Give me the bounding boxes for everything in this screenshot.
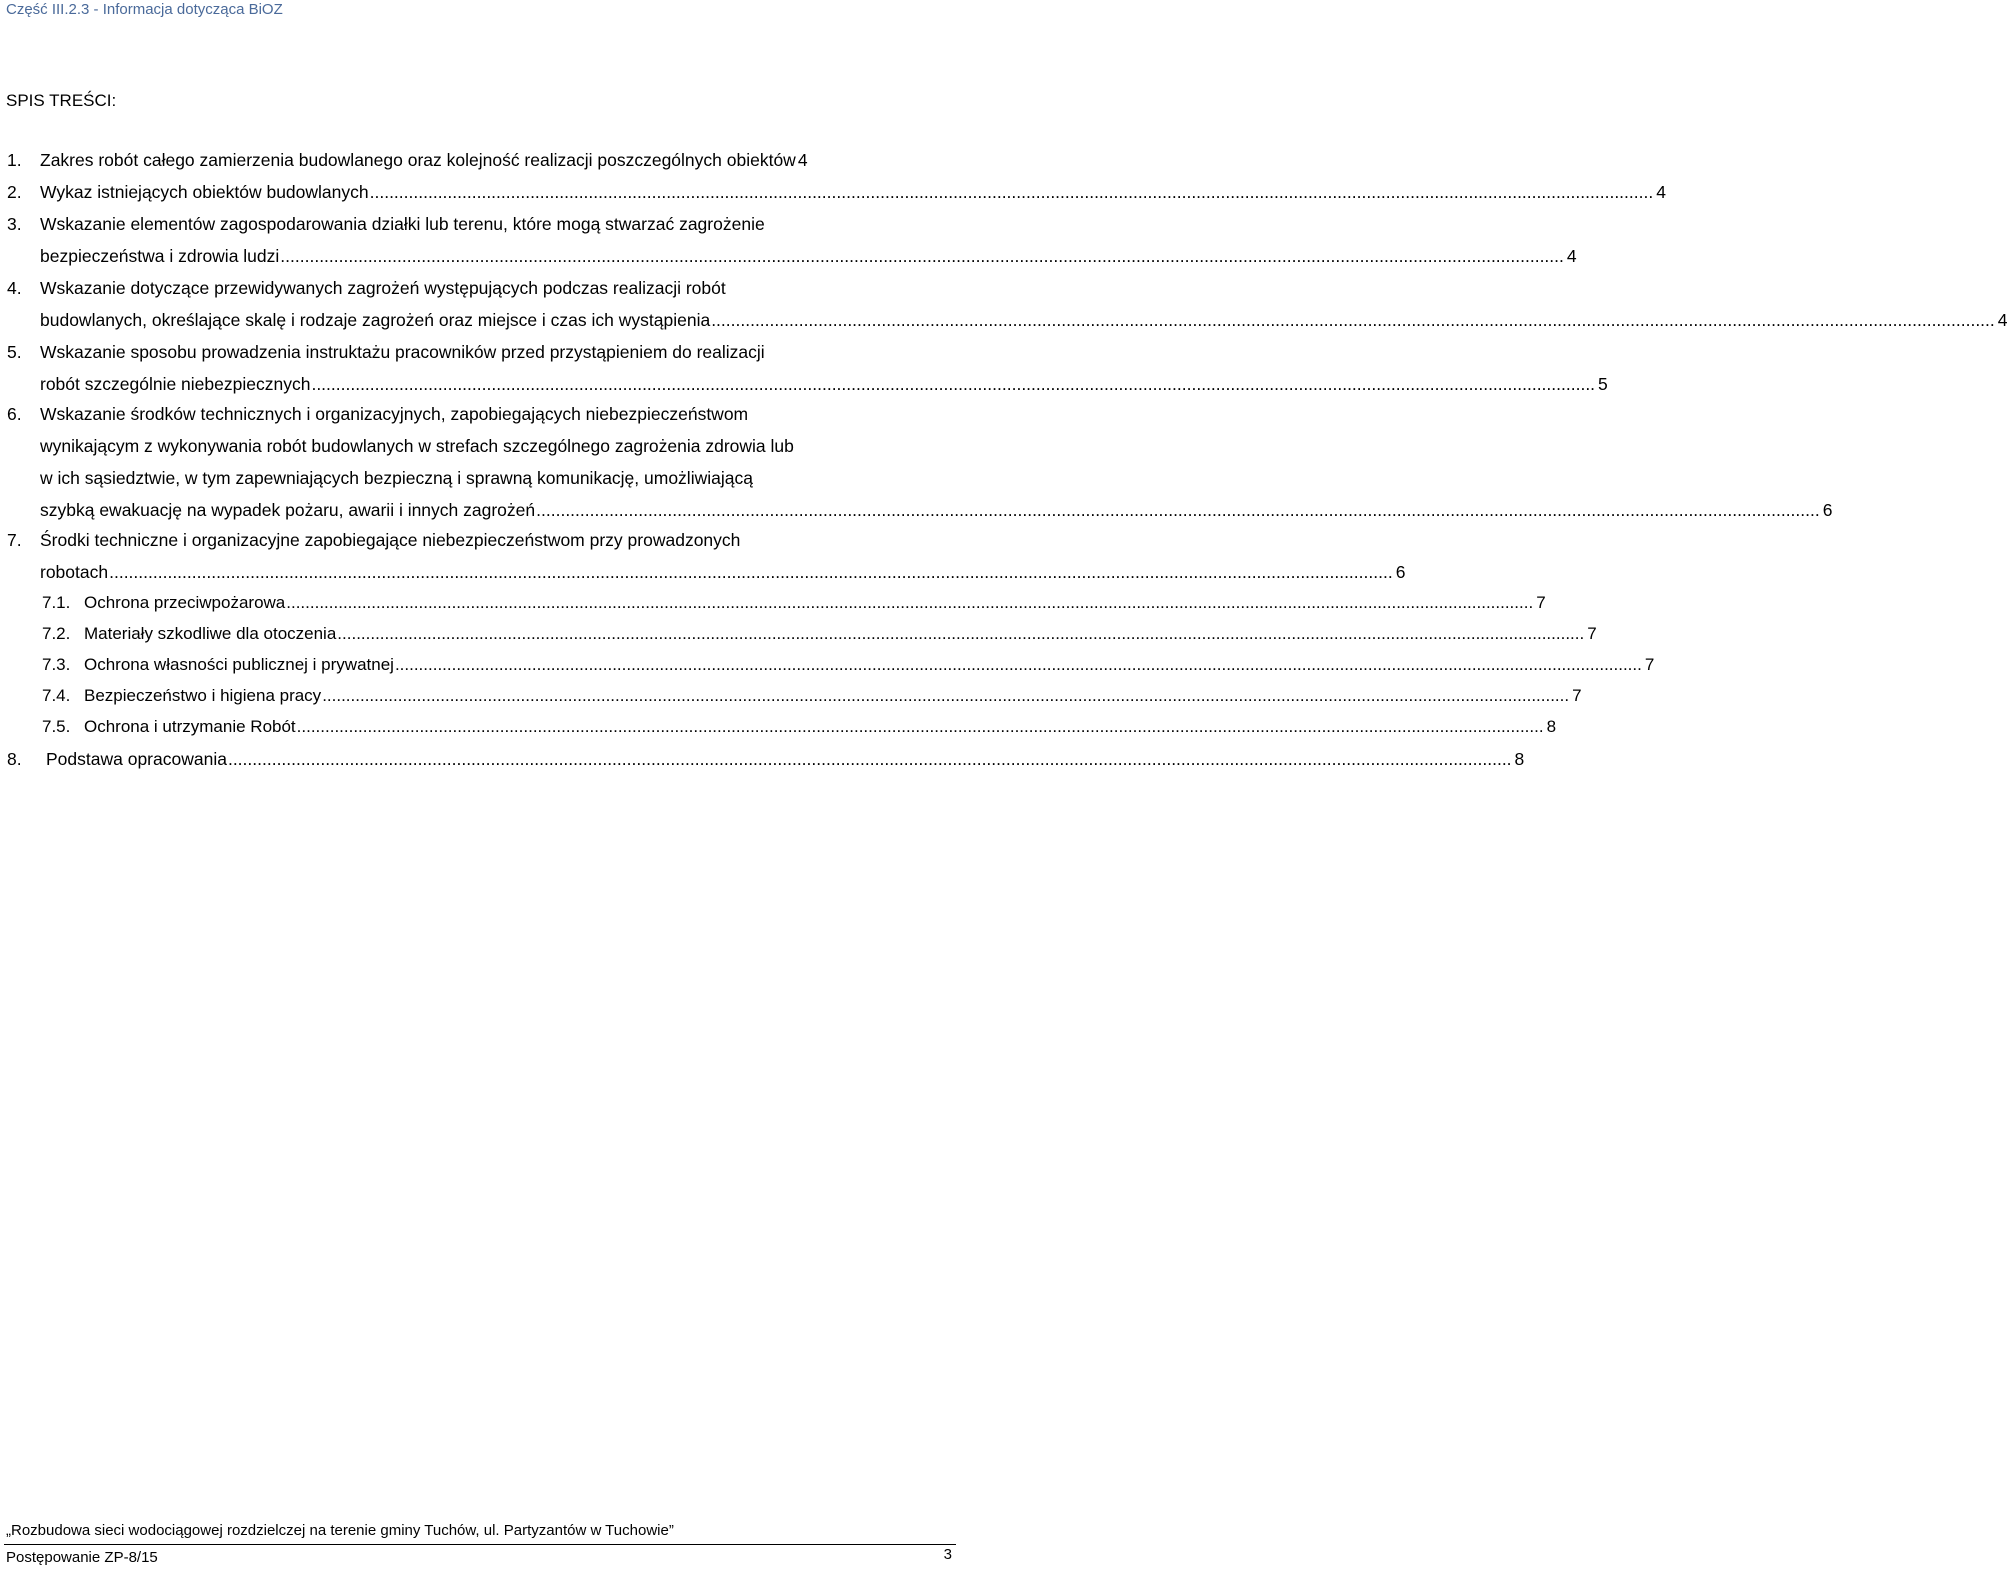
toc-entry-text: Wskazanie dotyczące przewidywanych zagrożeń występujących podczas realizacji robót bbox=[40, 278, 726, 298]
toc-entry-page: 6 bbox=[1822, 500, 1833, 520]
dot-leader bbox=[108, 556, 1394, 588]
toc-entry-text: Wskazanie elementów zagospodarowania działki lub terenu, które mogą stwarzać zagrożenie bbox=[40, 214, 765, 234]
toc-entry-page: 4 bbox=[1997, 310, 2008, 330]
toc-entry-number: 6. bbox=[7, 404, 22, 424]
toc-subentry-page: 8 bbox=[1546, 717, 1557, 736]
dot-leader bbox=[321, 680, 1570, 712]
toc-entry-text: Wskazanie środków technicznych i organizacyjnych, zapobiegających niebezpieczeństwom bbox=[40, 404, 749, 424]
toc-entry-1[interactable] bbox=[7, 144, 954, 176]
toc-entry-text: szybką ewakuację na wypadek pożaru, awarii i innych zagrożeń bbox=[40, 500, 536, 520]
toc-entry-8[interactable] bbox=[7, 743, 1525, 775]
footer-page-number: 3 bbox=[943, 1546, 952, 1563]
toc-entry-number: 5. bbox=[7, 342, 22, 362]
toc-entry-number: 3. bbox=[7, 214, 22, 234]
toc-subentry-page: 7 bbox=[1644, 655, 1655, 674]
toc-subentry-7-5[interactable] bbox=[42, 711, 1557, 743]
toc-entry-text: robót szczególnie niebezpiecznych bbox=[40, 374, 311, 394]
toc-entry-page: 4 bbox=[1566, 246, 1577, 266]
page-header-section: Część III.2.3 - Informacja dotycząca BiOZ bbox=[6, 1, 283, 18]
toc-entry-number: 7. bbox=[7, 530, 22, 550]
toc-entry-6[interactable] bbox=[7, 398, 1833, 526]
toc-entry-5[interactable] bbox=[7, 336, 1608, 400]
toc-title: SPIS TREŚCI: bbox=[6, 91, 117, 110]
toc-entry-page: 8 bbox=[1514, 749, 1525, 769]
toc-entry-text: robotach bbox=[40, 562, 109, 582]
dot-leader bbox=[394, 649, 1643, 681]
toc-subentry-page: 7 bbox=[1572, 686, 1582, 705]
dot-leader bbox=[285, 587, 1534, 619]
toc-entry-text: w ich sąsiedztwie, w tym zapewniających bezpieczną i sprawną komunikację, umożliwiającą bbox=[40, 468, 753, 488]
toc-subentry-text: Bezpieczeństwo i higiena pracy bbox=[84, 686, 322, 705]
toc-subentry-number: 7.3. bbox=[42, 655, 71, 674]
toc-entry-text: bezpieczeństwa i zdrowia ludzi bbox=[40, 246, 280, 266]
toc-subentry-7-2[interactable] bbox=[42, 618, 1597, 650]
toc-subentry-text: Ochrona i utrzymanie Robót bbox=[84, 717, 296, 736]
footer-project-title: „Rozbudowa sieci wodociągowej rozdzielczej na terenie gminy Tuchów, ul. Partyzantów w Tuchowie” bbox=[6, 1522, 674, 1539]
toc-entry-page: 4 bbox=[797, 150, 808, 170]
toc-entry-7[interactable] bbox=[7, 524, 1406, 588]
toc-subentry-page: 7 bbox=[1536, 593, 1546, 612]
toc-entry-text: Wykaz istniejących obiektów budowlanych bbox=[40, 182, 369, 202]
toc-entry-2[interactable] bbox=[7, 176, 1666, 208]
toc-subentry-7-1[interactable] bbox=[42, 587, 1546, 619]
toc-entry-text: Środki techniczne i organizacyjne zapobiegające niebezpieczeństwom przy prowadzonych bbox=[40, 530, 741, 550]
dot-leader bbox=[227, 743, 1513, 775]
toc-entry-text: Zakres robót całego zamierzenia budowlanego oraz kolejność realizacji poszczególnych obiektów bbox=[40, 150, 796, 170]
footer-procedure-number: Postępowanie ZP-8/15 bbox=[6, 1549, 158, 1566]
dot-leader bbox=[369, 176, 1655, 208]
toc-subentry-text: Ochrona własności publicznej i prywatnej bbox=[84, 655, 394, 674]
dot-leader bbox=[310, 368, 1596, 400]
toc-entry-page: 6 bbox=[1395, 562, 1406, 582]
toc-subentry-number: 7.5. bbox=[42, 717, 71, 736]
toc-entry-text: Wskazanie sposobu prowadzenia instruktażu pracowników przed przystąpieniem do realizacji bbox=[40, 342, 765, 362]
toc-entry-number: 4. bbox=[7, 278, 22, 298]
toc-subentry-text: Materiały szkodliwe dla otoczenia bbox=[84, 624, 337, 643]
dot-leader bbox=[279, 240, 1565, 272]
footer-divider bbox=[4, 1544, 956, 1545]
toc-entry-text: budowlanych, określające skalę i rodzaje zagrożeń oraz miejsce i czas ich wystąpienia bbox=[40, 310, 711, 330]
toc-entry-4[interactable] bbox=[7, 272, 2008, 336]
dot-leader bbox=[296, 711, 1545, 743]
toc-entry-number: 8. bbox=[7, 749, 22, 769]
toc-entry-text: Podstawa opracowania bbox=[46, 749, 227, 769]
toc-subentry-7-4[interactable] bbox=[42, 680, 1582, 712]
toc-subentry-number: 7.1. bbox=[42, 593, 71, 612]
dot-leader bbox=[336, 618, 1585, 650]
toc-subentry-text: Ochrona przeciwpożarowa bbox=[84, 593, 286, 612]
toc-entry-page: 5 bbox=[1598, 374, 1608, 394]
toc-subentry-number: 7.4. bbox=[42, 686, 71, 705]
toc-subentry-number: 7.2. bbox=[42, 624, 71, 643]
toc-subentry-page: 7 bbox=[1587, 624, 1597, 643]
toc-entry-page: 4 bbox=[1656, 182, 1666, 202]
dot-leader bbox=[535, 494, 1821, 526]
dot-leader bbox=[710, 304, 1996, 336]
toc-subentry-7-3[interactable] bbox=[42, 649, 1655, 681]
toc-entry-number: 1. bbox=[7, 150, 22, 170]
toc-entry-text: wynikającym z wykonywania robót budowlanych w strefach szczególnego zagrożenia zdrowia lub bbox=[40, 436, 794, 456]
toc-entry-number: 2. bbox=[7, 182, 22, 202]
toc-entry-3[interactable] bbox=[7, 208, 1577, 272]
